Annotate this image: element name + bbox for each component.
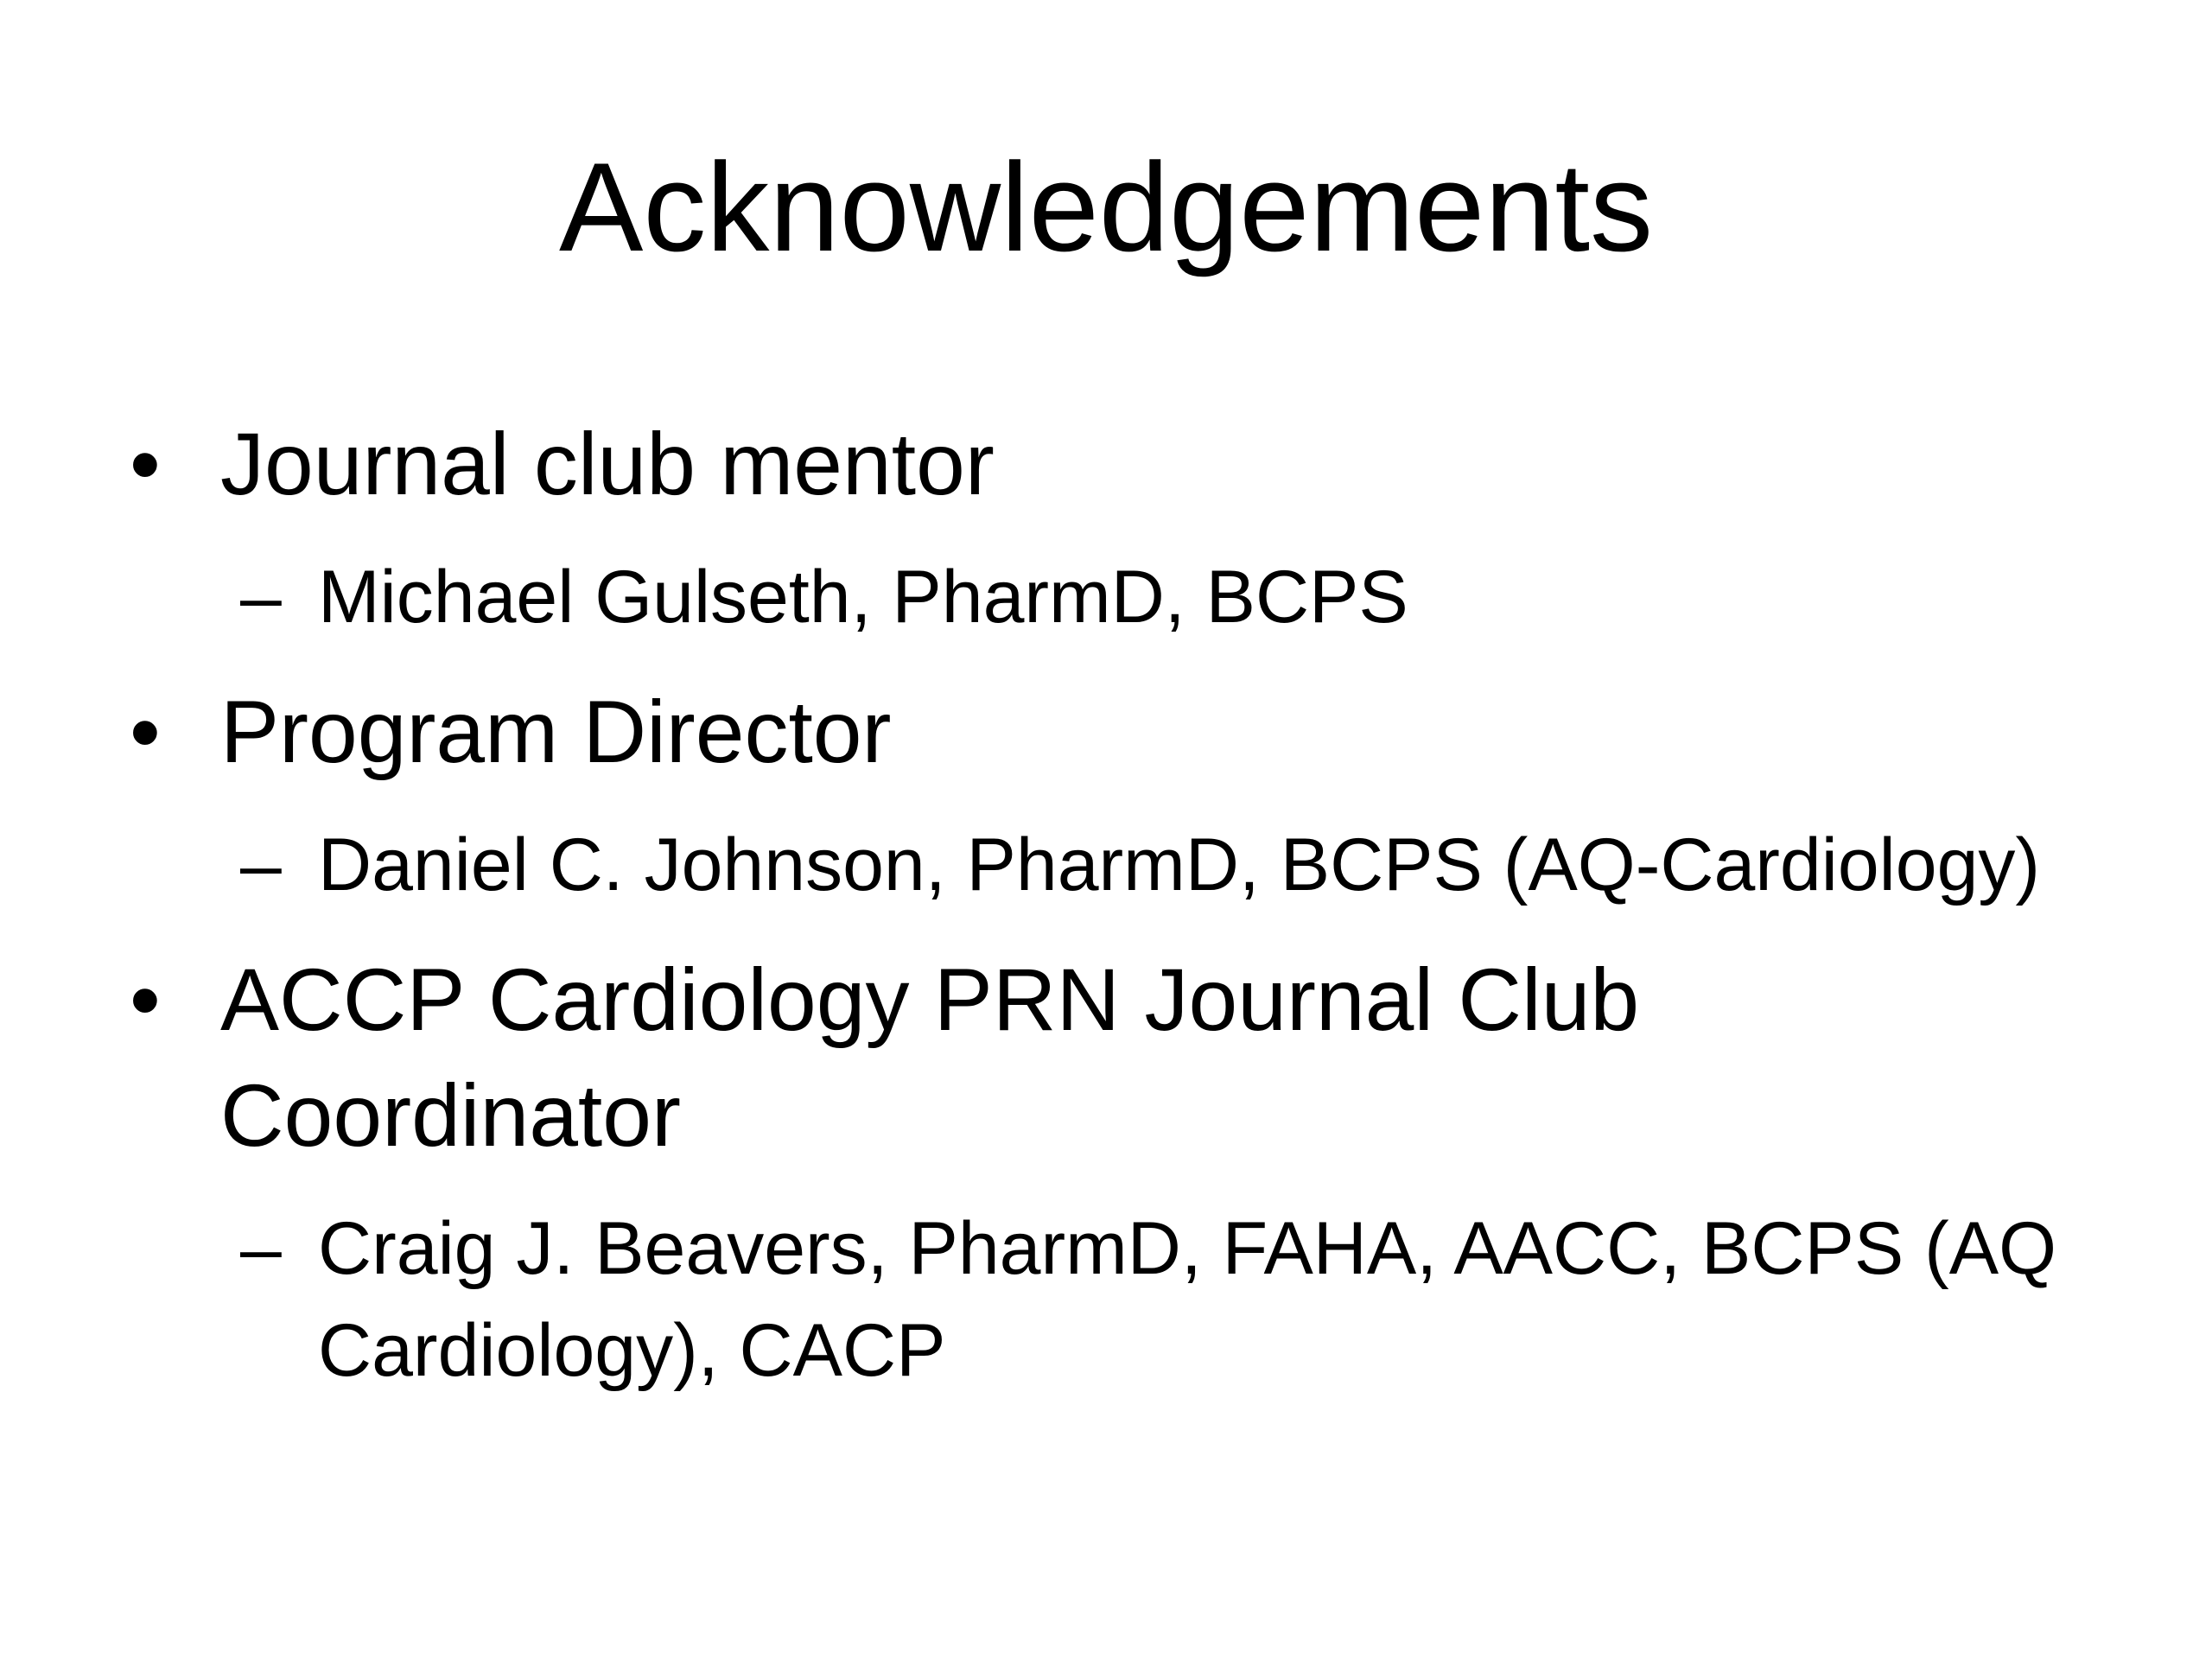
dash-icon: – — [240, 556, 282, 639]
bullet-dot-icon: • — [130, 683, 161, 781]
sub-bullet-label: Daniel C. Johnson, PharmD, BCPS (AQ-Cardiology) — [318, 823, 2041, 906]
bullet-dot-icon: • — [130, 415, 161, 513]
bullet-label: Journal club mentor — [220, 415, 995, 513]
sub-bullet-item — [130, 1198, 2117, 1402]
sub-bullet-item — [130, 546, 2117, 648]
dash-icon: – — [240, 823, 282, 906]
slide-body — [130, 406, 2117, 1402]
sub-bullet-item — [130, 814, 2117, 916]
bullet-label: Program Director — [220, 683, 892, 781]
sub-bullet-label: Michael Gulseth, PharmD, BCPS — [318, 556, 1408, 639]
bullet-dot-icon: • — [130, 950, 161, 1049]
sub-bullet-label: Craig J. Beavers, PharmD, FAHA, AACC, BCPS (AQ Cardiology), CACP — [318, 1207, 2057, 1392]
bullet-item — [130, 406, 2117, 522]
slide-title: Acknowledgements — [558, 137, 1654, 277]
bullet-label: ACCP Cardiology PRN Journal Club Coordinator — [220, 950, 1640, 1165]
bullet-item — [130, 674, 2117, 790]
bullet-item — [130, 942, 2117, 1173]
dash-icon: – — [240, 1207, 282, 1290]
